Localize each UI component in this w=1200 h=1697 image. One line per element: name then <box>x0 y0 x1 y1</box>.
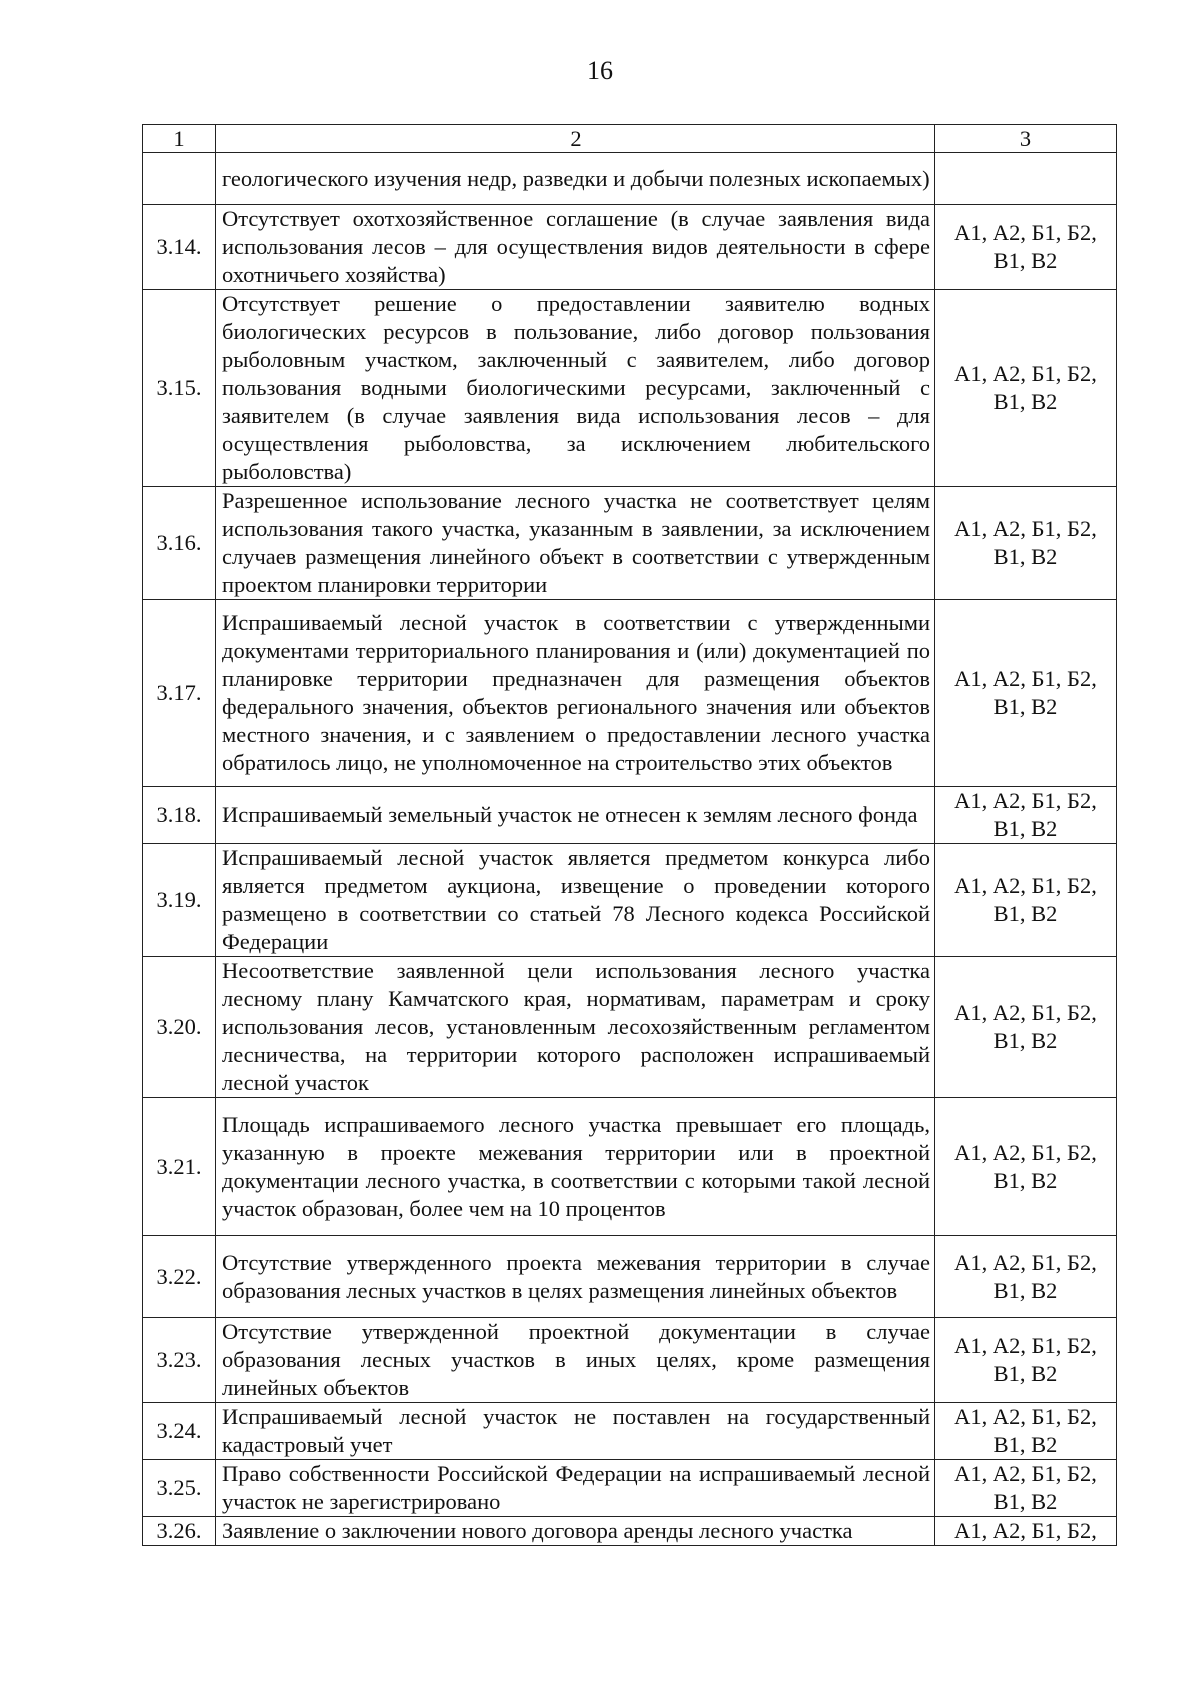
table-row <box>143 153 1117 205</box>
row-codes: А1, А2, Б1, Б2, В1, В2 <box>935 487 1117 600</box>
table-row <box>143 1460 1117 1517</box>
row-codes: А1, А2, Б1, Б2, В1, В2 <box>935 1403 1117 1460</box>
column-header-1: 1 <box>143 125 216 153</box>
row-text: Отсутствие утвержденной проектной документации в случае образования лесных участков в иных целях, кроме размещения линейных объектов <box>216 1318 935 1403</box>
row-number: 3.24. <box>143 1403 216 1460</box>
document-table <box>142 124 1117 1546</box>
row-text: Отсутствие утвержденного проекта межевания территории в случае образования лесных участков в целях размещения линейных объектов <box>216 1236 935 1318</box>
row-number: 3.23. <box>143 1318 216 1403</box>
table-row <box>143 1517 1117 1546</box>
row-number: 3.15. <box>143 290 216 487</box>
table-row <box>143 787 1117 844</box>
row-number: 3.20. <box>143 957 216 1098</box>
row-codes <box>935 153 1117 205</box>
table-row <box>143 1236 1117 1318</box>
row-codes: А1, А2, Б1, Б2, В1, В2 <box>935 787 1117 844</box>
table-row <box>143 1318 1117 1403</box>
table-row <box>143 1403 1117 1460</box>
table-row <box>143 844 1117 957</box>
row-number: 3.25. <box>143 1460 216 1517</box>
row-number: 3.18. <box>143 787 216 844</box>
table-row <box>143 487 1117 600</box>
row-codes: А1, А2, Б1, Б2, В1, В2 <box>935 290 1117 487</box>
page-number: 16 <box>587 56 613 85</box>
row-number: 3.16. <box>143 487 216 600</box>
table-row <box>143 1098 1117 1236</box>
table-row <box>143 600 1117 787</box>
row-number: 3.21. <box>143 1098 216 1236</box>
row-codes: А1, А2, Б1, Б2, В1, В2 <box>935 1318 1117 1403</box>
row-text: геологического изучения недр, разведки и добычи полезных ископаемых) <box>216 153 935 205</box>
row-number: 3.14. <box>143 205 216 290</box>
row-codes: А1, А2, Б1, Б2, В1, В2 <box>935 1236 1117 1318</box>
row-text: Отсутствует охотхозяйственное соглашение (в случае заявления вида использования лесов – для осуществления видов деятельности в сфере охотничьего хозяйства) <box>216 205 935 290</box>
row-text: Отсутствует решение о предоставлении заявителю водных биологических ресурсов в пользование, либо договор пользования рыболовным участком, заключенный с заявителем, либо договор пользования водными биологическими ресурсами, заключенный с заявителем (в случае заявления вида использования лесов – для осуществления рыболовства, за исключением любительского рыболовства) <box>216 290 935 487</box>
row-number: 3.17. <box>143 600 216 787</box>
row-text: Испрашиваемый лесной участок является предметом конкурса либо является предметом аукциона, извещение о проведении которого размещено в соответствии со статьей 78 Лесного кодекса Российской Федерации <box>216 844 935 957</box>
row-number: 3.26. <box>143 1517 216 1546</box>
row-text: Площадь испрашиваемого лесного участка превышает его площадь, указанную в проекте межевания территории или в проектной документации лесного участка, в соответствии с которыми такой лесной участок образован, более чем на 10 процентов <box>216 1098 935 1236</box>
row-codes: А1, А2, Б1, Б2, В1, В2 <box>935 600 1117 787</box>
row-text: Испрашиваемый земельный участок не отнесен к землям лесного фонда <box>216 787 935 844</box>
row-text: Заявление о заключении нового договора аренды лесного участка <box>216 1517 935 1546</box>
row-codes: А1, А2, Б1, Б2, В1, В2 <box>935 844 1117 957</box>
row-number <box>143 153 216 205</box>
row-codes: А1, А2, Б1, Б2, В1, В2 <box>935 1098 1117 1236</box>
row-codes: А1, А2, Б1, Б2, В1, В2 <box>935 1460 1117 1517</box>
table-row <box>143 957 1117 1098</box>
row-codes: А1, А2, Б1, Б2, В1, В2 <box>935 205 1117 290</box>
row-number: 3.19. <box>143 844 216 957</box>
table-header-row <box>143 125 1117 153</box>
row-text: Разрешенное использование лесного участка не соответствует целям использования такого участка, указанным в заявлении, за исключением случаев размещения линейного объект в соответствии с утвержденным проектом планировки территории <box>216 487 935 600</box>
row-codes: А1, А2, Б1, Б2, <box>935 1517 1117 1546</box>
column-header-3: 3 <box>935 125 1117 153</box>
row-text: Испрашиваемый лесной участок в соответствии с утвержденными документами территориального планирования и (или) документацией по планировке территории предназначен для размещения объектов федерального значения, объектов регионального значения или объектов местного значения, и с заявлением о предоставлении лесного участка обратилось лицо, не уполномоченное на строительство этих объектов <box>216 600 935 787</box>
row-text: Несоответствие заявленной цели использования лесного участка лесному плану Камчатского края, нормативам, параметрам и сроку использования лесов, установленным лесохозяйственным регламентом лесничества, на территории которого расположен испрашиваемый лесной участок <box>216 957 935 1098</box>
row-text: Право собственности Российской Федерации на испрашиваемый лесной участок не зарегистрировано <box>216 1460 935 1517</box>
row-text: Испрашиваемый лесной участок не поставлен на государственный кадастровый учет <box>216 1403 935 1460</box>
row-number: 3.22. <box>143 1236 216 1318</box>
column-header-2: 2 <box>216 125 935 153</box>
table-row <box>143 290 1117 487</box>
table-row <box>143 205 1117 290</box>
row-codes: А1, А2, Б1, Б2, В1, В2 <box>935 957 1117 1098</box>
